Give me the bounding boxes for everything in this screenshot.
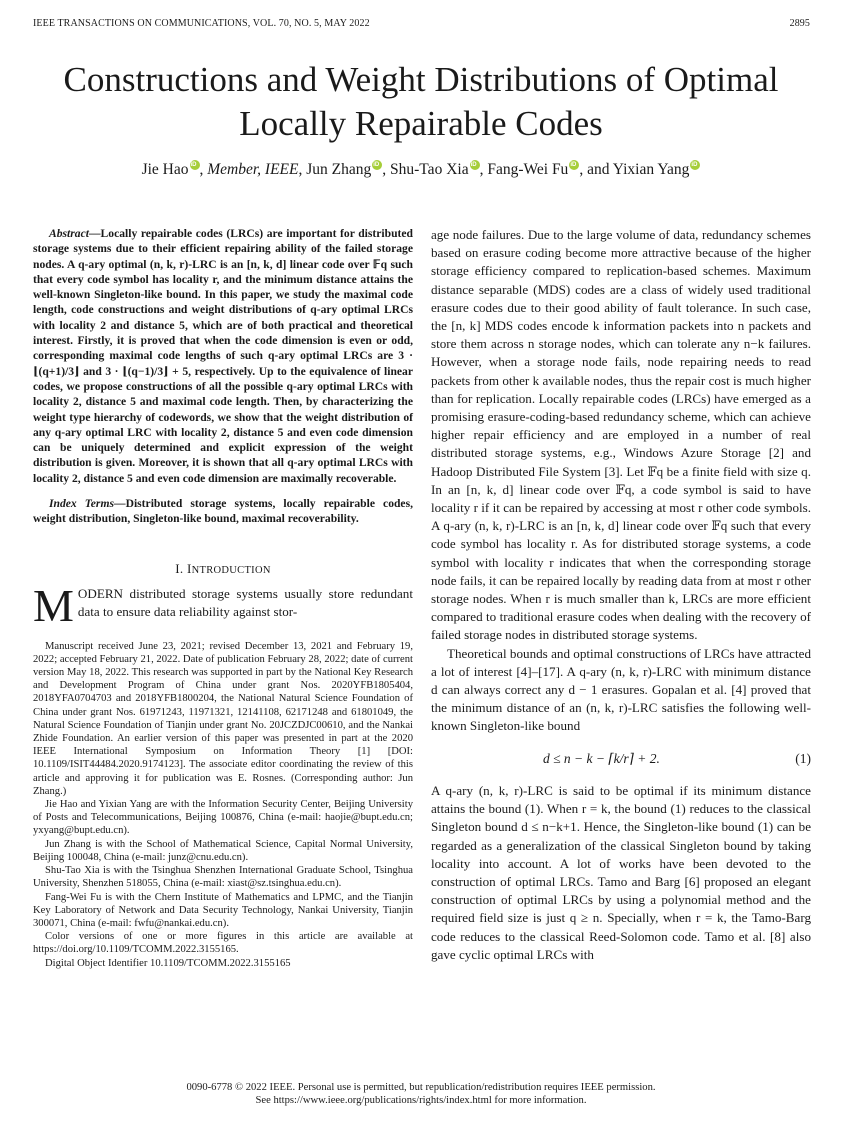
intro-text: ODERN distributed storage systems usually store redundant data to ensure data reliability against stor- <box>77 585 413 620</box>
body-paragraph: Theoretical bounds and optimal constructions of LRCs have attracted a lot of interest [4]–[17]. A q-ary (n, k, r)-LRC with minimum distance d can always correct any d − 1 erasures. Gopalan et al. [4] proved that the minimum distance of an (n, k, r)-LRC satisfies the following well-known Singleton-like bound <box>431 645 811 734</box>
author-name: Jun Zhang <box>306 161 372 178</box>
section-number: I. I <box>175 560 192 576</box>
abstract <box>33 226 413 486</box>
footnote-affiliation: Fang-Wei Fu is with the Chern Institute of Mathematics and LPMC, and the Tianjin Key Laboratory of Network and Data Security Technology, Nankai University, Tianjin 300071, China (e-mail: fwfu@nankai.edu.cn). <box>33 891 413 929</box>
body-paragraph: age node failures. Due to the large volume of data, redundancy schemes based on erasure coding become more attractive because of the higher storage efficiency compared to replication-based schemes. Maximum distance separable (MDS) codes are a class of widely used traditional erasure codes due to their good ability of fault tolerance. In such case, the [n, k] MDS codes encode k information packets into n packets and store them across n storage nodes, which can tolerate any n−k failures. However, when a storage node fails, node repairing needs to read packets from other k available nodes, thus the repair cost is much higher than for replication. Locally repairable codes (LRCs) have emerged as a promising erasure-coding-based redundancy scheme, which can achieve higher repair efficiency and are employed in a number of real distributed storage systems, e.g., Windows Azure Storage [2] and Hadoop Distributed File System [3]. Let 𝔽q be a finite field with size q. In an [n, k, d] linear code over 𝔽q, a code symbol is said to have locality r if it can be repaired by accessing at most r other code symbols. A q-ary (n, k, r)-LRC is an [n, k, d] linear code over 𝔽q such that every code symbol has locality r. As for distributed storage systems, a code symbol with locality r indicates that when the corresponding storage node fails, it can be repaired locally by reading data from at most r other storage nodes. When r is much smaller than k, LRCs are more efficient compared to traditional erasure codes when dealing with the recovery of failed storage nodes in distributed storage systems. <box>431 227 811 643</box>
orcid-icon[interactable] <box>190 160 200 170</box>
running-header: IEEE TRANSACTIONS ON COMMUNICATIONS, VOL. 70, NO. 5, MAY 2022 <box>33 18 370 29</box>
section-heading <box>33 561 413 577</box>
footnotes <box>33 640 413 970</box>
author-name: Fang-Wei Fu <box>487 161 569 178</box>
copyright-notice <box>0 1081 842 1107</box>
author-name: Yixian Yang <box>612 161 690 178</box>
paper-title <box>0 58 842 146</box>
page-number: 2895 <box>789 18 810 29</box>
author-name: Jie Hao <box>141 161 189 178</box>
left-column <box>33 226 413 970</box>
abstract-lead: Abstract— <box>49 227 101 240</box>
abstract-text: Locally repairable codes (LRCs) are important for distributed storage systems due to their efficient repairing ability of the failed storage nodes. A q-ary optimal (n, k, r)-LRC is an [n, k, d] linear code over 𝔽q such that every code symbol has locality r, and the minimum distance attains the well-known Singleton-like bound. In this paper, we study the maximal code length, code constructions and weight distributions of q-ary optimal LRCs with locality 2 and distance 5, which are of both practical and theoretical interest. Firstly, it is proved that when the code dimension is even or odd, corresponding maximal code lengths of such q-ary optimal LRCs are 3 · ⌊(q+1)/3⌋ and 3 · ⌊(q−1)/3⌋ + 5, respectively. Up to the equivalence of linear codes, we propose constructions of all the possible q-ary optimal LRCs with locality 2, distance 5 and maximal code length. Then, by characterizing the weight type hierarchy of codewords, we show that the weight distribution of any q-ary optimal LRC with locality 2, distance 5 and even code dimension can be uniquely determined and explicit expression of the weight distribution is given. Moreover, it is shown that all q-ary optimal LRCs with locality 2, distance 5 and even code dimension are maximally recoverable. <box>33 227 413 485</box>
equation-formula: d ≤ n − k − ⌈k/r⌉ + 2. <box>543 750 660 766</box>
author-membership: Member, IEEE <box>207 161 299 178</box>
orcid-icon[interactable] <box>470 160 480 170</box>
rights-link[interactable]: See https://www.ieee.org/publications/rights/index.html for more information. <box>255 1095 587 1106</box>
orcid-icon[interactable] <box>372 160 382 170</box>
right-column <box>431 226 811 964</box>
section-title: NTRODUCTION <box>191 564 271 576</box>
author-name: Shu-Tao Xia <box>390 161 469 178</box>
copyright-line: 0090-6778 © 2022 IEEE. Personal use is permitted, but republication/redistribution requires IEEE permission. <box>186 1082 656 1093</box>
equation <box>431 750 811 768</box>
title-line-2: Locally Repairable Codes <box>239 104 603 143</box>
index-terms-lead: Index Terms— <box>49 497 126 511</box>
footnote-affiliation: Jun Zhang is with the School of Mathematical Science, Capital Normal University, Beijing 100048, China (e-mail: junz@cnu.edu.cn). <box>33 838 413 863</box>
equation-number: (1) <box>795 750 811 766</box>
body-paragraph: A q-ary (n, k, r)-LRC is said to be optimal if its minimum distance attains the bound (1). When r = k, the bound (1) reduces to the classical Singleton bound d ≤ n−k+1. Hence, the Singleton-like bound (1) can be regarded as a generalization of the classical Singleton bound by taking locality into account. A lot of works have been devoted to the construction of optimal LRCs. Tamo and Barg [6] proposed an elegant construction of optimal LRCs by using a polynomial method and the required field size is just q ≥ n. Specially, when r = k, the Tamo-Barg code reduces to the classical Reed-Solomon code. Tamo et al. [8] also gave cyclic optimal LRCs with <box>431 782 811 962</box>
title-line-1: Constructions and Weight Distributions of Optimal <box>63 60 779 99</box>
intro-paragraph <box>33 579 413 631</box>
footnote-manuscript: Manuscript received June 23, 2021; revised December 13, 2021 and February 19, 2022; accepted February 21, 2022. Date of publication February 28, 2022; date of current version May 18, 2022. This research was supported in part by the National Key Research and Development Program of China under grant Nos. 2020YFB1805404, 2018YFA0704703 and 2018YFB1800204, the National Natural Science Foundation of China under grant Nos. 61971243, 11971321, 12141108, 62171248 and 61801049, the Natural Science Foundation of Tianjin under grant No. 20JCZDJC00610, and the Nankai Zhide Foundation. An earlier version of this paper was presented in part at the 2020 IEEE International Symposium on Information Theory [1] [DOI: 10.1109/ISIT44484.2020.9174123]. The associate editor coordinating the review of this article and approving it for publication was E. Rosnes. (Corresponding author: Jun Zhang.) <box>33 640 413 797</box>
drop-cap: M <box>33 579 74 631</box>
orcid-icon[interactable] <box>690 160 700 170</box>
footnote-affiliation: Jie Hao and Yixian Yang are with the Information Security Center, Beijing University of Posts and Telecommunications, Beijing 100876, China (e-mail: haojie@bupt.edu.cn; yxyang@bupt.edu.cn). <box>33 799 413 837</box>
index-terms-text: Distributed storage systems, locally repairable codes, weight distribution, Singleton-like bound, maximal recoverability. <box>33 497 413 526</box>
footnote-affiliation: Shu-Tao Xia is with the Tsinghua Shenzhen International Graduate School, Tsinghua University, Shenzhen 518055, China (e-mail: xiast@sz.tsinghua.edu.cn). <box>33 865 413 890</box>
author-list: Jie HaoiD , Member, IEEE, Jun ZhangiD , Shu-Tao XiaiD , Fang-Wei FuiD , and Yixian YangiD <box>0 160 842 179</box>
footnote-doi: Digital Object Identifier 10.1109/TCOMM.2022.3155165 <box>45 957 291 969</box>
index-terms <box>33 496 413 527</box>
orcid-icon[interactable] <box>569 160 579 170</box>
footnote-color: Color versions of one or more figures in this article are available at https://doi.org/10.1109/TCOMM.2022.3155165. <box>33 931 413 956</box>
